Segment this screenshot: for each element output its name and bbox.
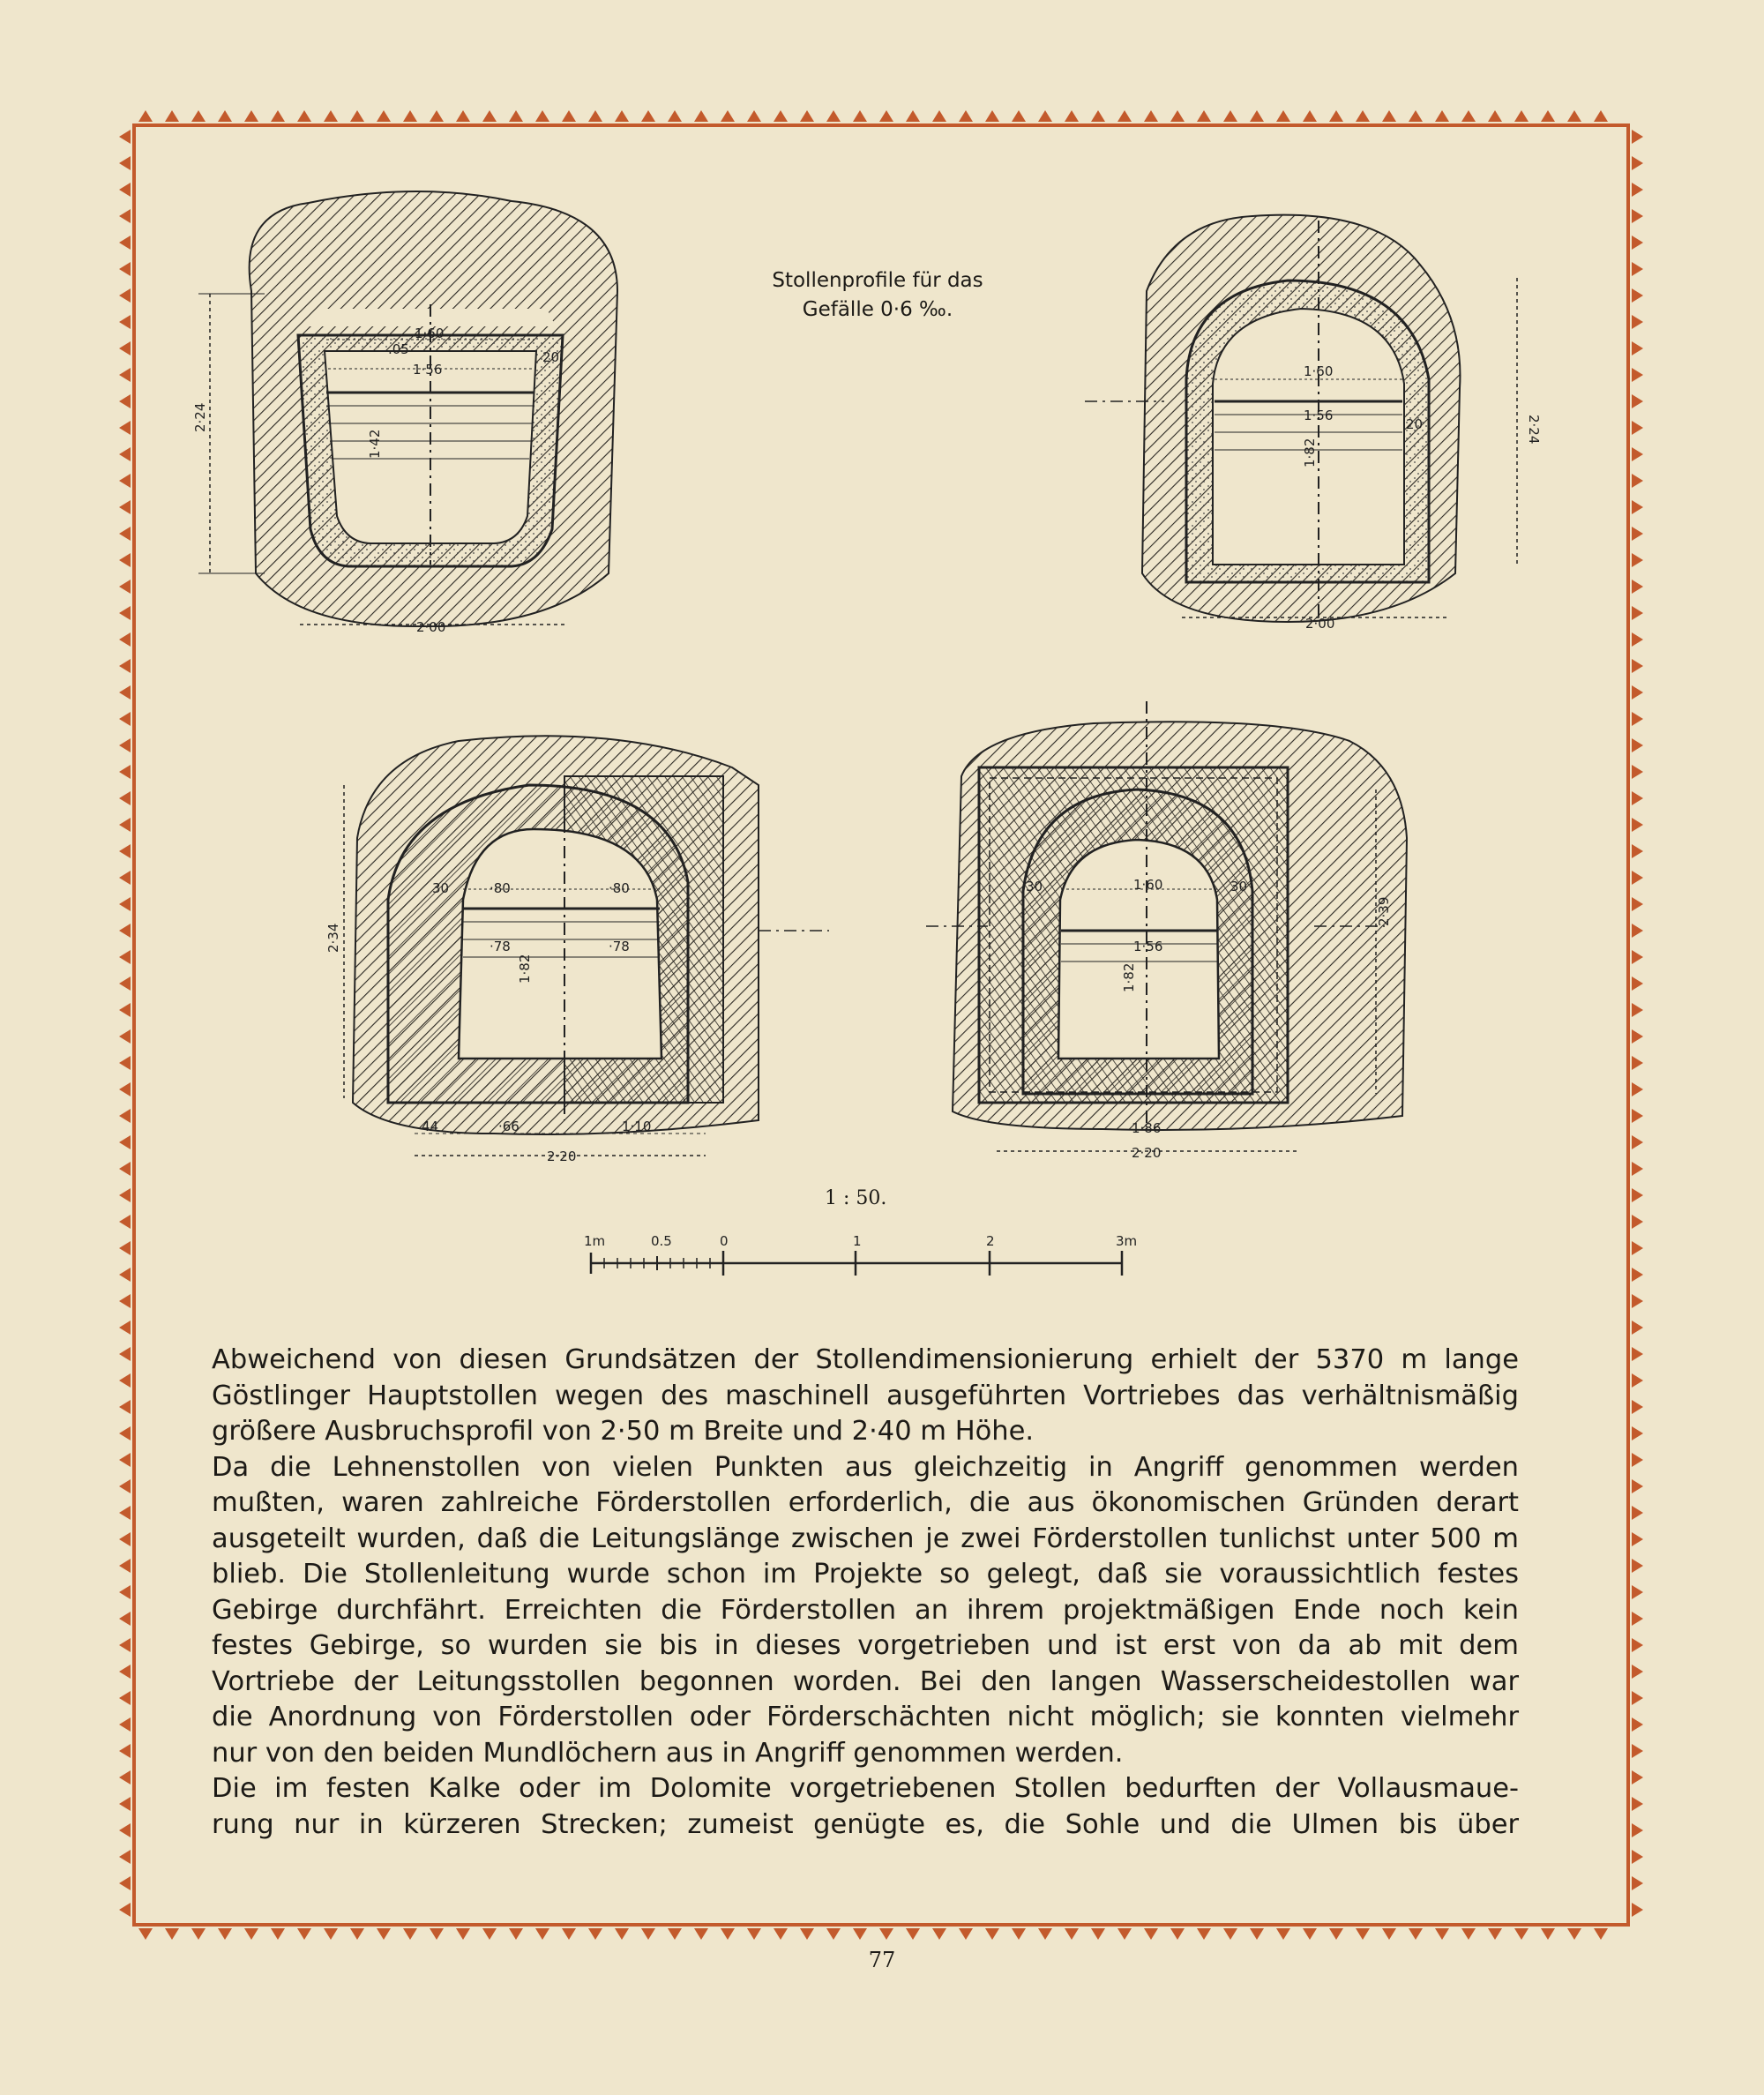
dim-label: 1·56 bbox=[1133, 939, 1163, 954]
dim-label: 2·00 bbox=[416, 619, 446, 635]
dim-label: 1·60 bbox=[415, 325, 445, 341]
scale-bar bbox=[584, 1233, 1137, 1276]
profile-1 bbox=[192, 191, 617, 635]
dim-label: 2·24 bbox=[1526, 415, 1542, 445]
text-line: mußten, waren zahlreiche Förderstollen erforderlich, die aus ökonomischen Gründen derart bbox=[212, 1487, 1519, 1518]
profile-2 bbox=[1085, 215, 1542, 632]
dim-label: 1·10 bbox=[622, 1119, 652, 1134]
text-line: Gebirge durchfährt. Erreichten die Förderstollen an ihrem projektmäßigen Ende noch kein bbox=[212, 1594, 1519, 1626]
dim-label: 2·20 bbox=[547, 1149, 577, 1164]
text-line: Abweichend von diesen Grundsätzen der Stollendimensionierung erhielt der 5370 m lange bbox=[212, 1344, 1519, 1375]
dim-label: 2·20 bbox=[1132, 1145, 1162, 1161]
dim-label: ·80 bbox=[609, 880, 630, 896]
dim-label: 1·56 bbox=[413, 362, 443, 378]
figure-caption bbox=[732, 266, 1023, 325]
dim-label: 1·42 bbox=[367, 429, 383, 459]
text-line: Die im festen Kalke oder im Dolomite vorgetriebenen Stollen bedurften der Vollausmaue- bbox=[212, 1773, 1519, 1804]
dim-label: 1·82 bbox=[517, 954, 533, 984]
text-line: größere Ausbruchsprofil von 2·50 m Breite und 2·40 m Höhe. bbox=[212, 1416, 1035, 1447]
text-line: nur von den beiden Mundlöchern aus in Angriff genommen werden. bbox=[212, 1737, 1124, 1769]
dim-label: 2·24 bbox=[192, 402, 208, 432]
scale-tick-label: 1m bbox=[584, 1233, 606, 1249]
dim-label: 44 bbox=[422, 1119, 439, 1134]
text-line: blieb. Die Stollenleitung wurde schon im Projekte so gelegt, daß sie voraussichtlich festes bbox=[212, 1559, 1519, 1590]
scale-label: 1 : 50. bbox=[825, 1187, 887, 1209]
dim-label: 2·34 bbox=[325, 923, 341, 953]
profile-3 bbox=[325, 736, 829, 1164]
text-line: Vortriebe der Leitungsstollen begonnen worden. Bei den langen Wasserscheidestollen war bbox=[212, 1665, 1519, 1697]
dim-label: 30 bbox=[432, 880, 450, 896]
dim-label: ·80 bbox=[490, 880, 511, 896]
dim-label: 1·82 bbox=[1121, 962, 1137, 992]
text-line: ausgeteilt wurden, daß die Leitungslänge zwischen je zwei Förderstollen tunlichst unter 500 m bbox=[212, 1523, 1519, 1554]
profile-4 bbox=[926, 701, 1407, 1161]
text-line: Da die Lehnenstollen von vielen Punkten aus gleichzeitig in Angriff genommen werden bbox=[212, 1451, 1519, 1483]
scale-tick-label: 1 bbox=[853, 1233, 862, 1249]
dim-label: ·78 bbox=[490, 939, 511, 954]
dim-label: 1·60 bbox=[1304, 363, 1334, 379]
figure-caption-line: Gefälle 0·6 ‰. bbox=[802, 298, 953, 321]
dim-label: 20 bbox=[1406, 416, 1424, 432]
figure-caption-line: Stollenprofile für das bbox=[772, 269, 983, 292]
dim-label: ·66 bbox=[498, 1119, 519, 1134]
text-line: die Anordnung von Förderstollen oder Förderschächten nicht möglich; sie konnten vielmehr bbox=[212, 1702, 1519, 1732]
scale-tick-label: 0.5 bbox=[651, 1233, 672, 1249]
body-text bbox=[212, 1343, 1519, 1843]
text-line: Göstlinger Hauptstollen wegen des maschinell ausgeführten Vortriebes das verhältnismäßig bbox=[212, 1380, 1519, 1411]
dim-label: 1·56 bbox=[1304, 408, 1334, 423]
dim-label: 30 bbox=[1026, 879, 1043, 894]
dim-label: 30 bbox=[1230, 879, 1248, 894]
dim-label: 1·60 bbox=[1133, 877, 1163, 893]
dim-label: 2·00 bbox=[1305, 616, 1335, 632]
text-line: festes Gebirge, so wurden sie bis in dieses vorgetrieben und ist erst von da ab mit dem bbox=[212, 1630, 1519, 1661]
cavity bbox=[1213, 309, 1404, 565]
dim-label: 20 bbox=[542, 349, 560, 365]
scale-tick-label: 3m bbox=[1116, 1233, 1138, 1249]
dim-label: 2·39 bbox=[1376, 896, 1392, 926]
dim-label: 1·86 bbox=[1132, 1120, 1162, 1136]
text-line: rung nur in kürzeren Strecken; zumeist genügte es, die Sohle und die Ulmen bis über bbox=[212, 1808, 1519, 1840]
dim-label: 1·82 bbox=[1302, 438, 1318, 468]
dim-label: .05 bbox=[388, 341, 409, 357]
page-number: 77 bbox=[868, 1948, 896, 1972]
dim-label: ·78 bbox=[609, 939, 630, 954]
scale-tick-label: 0 bbox=[720, 1233, 729, 1249]
scale-tick-label: 2 bbox=[986, 1233, 995, 1249]
